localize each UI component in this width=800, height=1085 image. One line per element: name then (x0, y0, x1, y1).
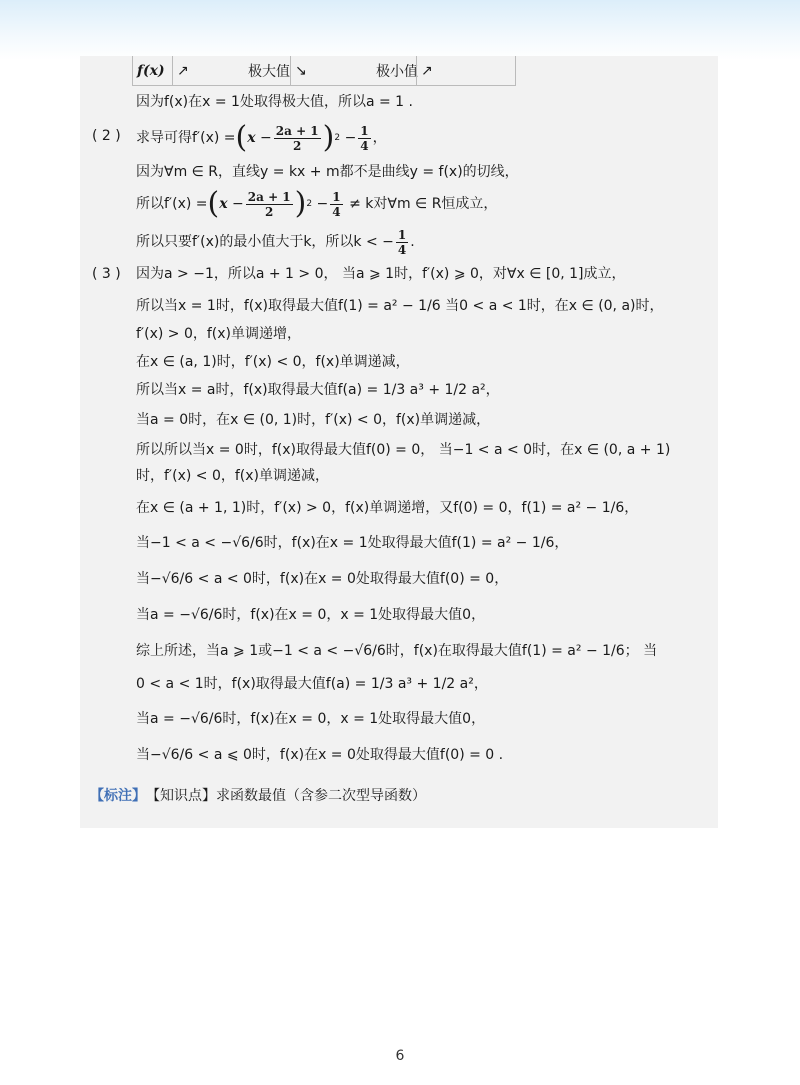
table-cell-min: 极小值 (372, 56, 416, 86)
part3-line-2: 所以当x = 1时，f(x)取得最大值f(1) = a² − 1/6 当0 < a < 1时，在x ∈ (0, a)时， (136, 298, 664, 314)
part3-line-11: 当−√6/6 < a < 0时，f(x)在x = 0处取得最大值f(0) = 0， (136, 571, 509, 587)
part2-label: ( 2 ) (92, 128, 121, 144)
part2-line2: 因为∀m ∈ R，直线y = kx + m都不是曲线y = f(x)的切线， (136, 164, 519, 180)
page-number: 6 (395, 1048, 405, 1064)
part3-line-5: 所以当x = a时，f(x)取得最大值f(a) = 1/3 a³ + 1/2 a²， (136, 382, 500, 398)
part2-line4: 所以只要f′(x)的最小值大于k，所以k < − $\frac{1}{4}$ . (136, 227, 415, 257)
annotation (90, 784, 426, 808)
part2-line3: 所以f′(x) = ( x − $\frac{2a + 1}{2}$ ) 2 − $\frac{1}{4}$ ≠ k对∀m ∈ R恒成立， (136, 186, 498, 221)
table-cell-decrease: ↘ (290, 56, 372, 86)
table-cell-increase: ↗ (172, 56, 244, 86)
part1-conclusion: 因为f(x)在x = 1处取得极大值，所以a = 1 . (136, 94, 413, 110)
part3-line-15: 当a = −√6/6时，f(x)在x = 0，x = 1处取得最大值0， (136, 711, 486, 727)
part3-line-7: 所以所以当x = 0时，f(x)取得最大值f(0) = 0， 当−1 < a < 0时，在x ∈ (0, a + 1) (136, 442, 671, 458)
part3-line-1: 因为a > −1，所以a + 1 > 0， 当a ⩾ 1时，f′(x) ⩾ 0，对∀x ∈ [0, 1]成立， (136, 266, 626, 282)
annotation-tag: 【标注】 (90, 788, 146, 804)
part3-line-10: 当−1 < a < −√6/6时，f(x)在x = 1处取得最大值f(1) = a² − 1/6， (136, 535, 569, 551)
part3-label: ( 3 ) (92, 266, 121, 282)
part3-line-8: 时，f′(x) < 0，f(x)单调递减， (136, 468, 329, 484)
part3-line-4: 在x ∈ (a, 1)时，f′(x) < 0，f(x)单调递减， (136, 354, 410, 370)
top-gradient-band (0, 0, 800, 60)
part3-line-9: 在x ∈ (a + 1, 1)时，f′(x) > 0，f(x)单调递增，又f(0) = 0，f(1) = a² − 1/6， (136, 500, 639, 516)
frac-2a1-over-2: $\frac{2a + 1}{2}$ (275, 123, 319, 153)
part2-line1-pre: 求导可得f′(x) = (136, 130, 236, 146)
table-head-cell: f(x) (132, 56, 172, 86)
variation-table-row (132, 56, 516, 86)
frac-1-over-4: $\frac{1}{4}$ (360, 123, 369, 153)
part3-line-14: 0 < a < 1时，f(x)取得最大值f(a) = 1/3 a³ + 1/2 a²， (136, 676, 488, 692)
part3-line-3: f′(x) > 0，f(x)单调递增， (136, 326, 301, 342)
part3-line-13: 综上所述，当a ⩾ 1或−1 < a < −√6/6时，f(x)在取得最大值f(1) = a² − 1/6； 当 (136, 643, 658, 659)
part2-line1: 求导可得f′(x) = ( x − $\frac{2a + 1}{2}$ ) 2 − $\frac{1}{4}$ ， (136, 120, 387, 155)
annotation-text: 【知识点】求函数最值（含参二次型导函数） (146, 788, 426, 804)
part3-line-16: 当−√6/6 < a ⩽ 0时，f(x)在x = 0处取得最大值f(0) = 0 . (136, 747, 504, 763)
table-cell-increase-2: ↗ (416, 56, 516, 86)
table-cell-max: 极大值 (244, 56, 290, 86)
part3-line-6: 当a = 0时，在x ∈ (0, 1)时，f′(x) < 0，f(x)单调递减， (136, 412, 491, 428)
part3-line-12: 当a = −√6/6时，f(x)在x = 0，x = 1处取得最大值0， (136, 607, 486, 623)
